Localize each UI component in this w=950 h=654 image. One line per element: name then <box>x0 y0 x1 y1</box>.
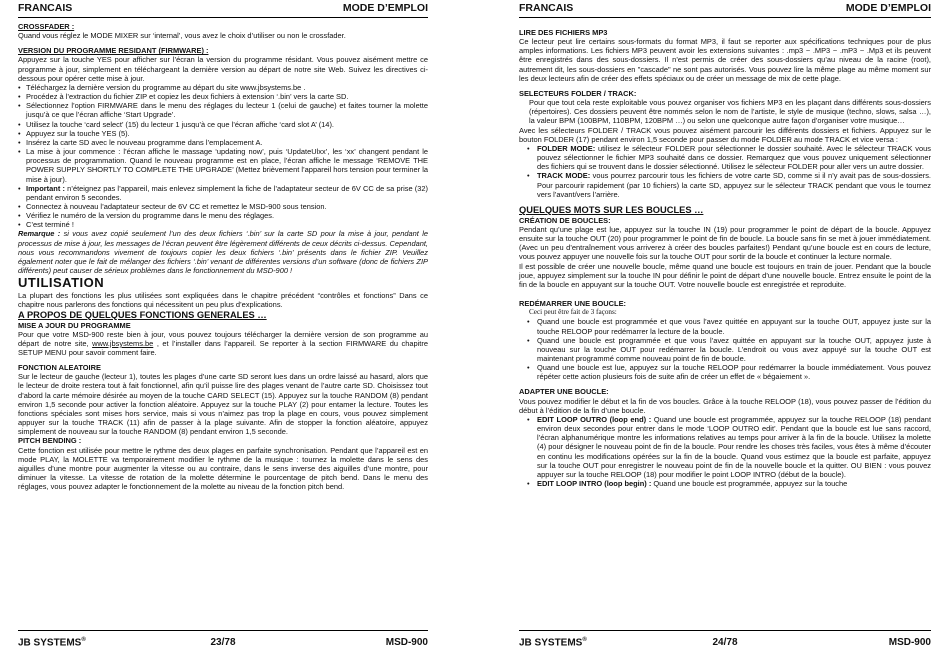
list-item: • Quand une boucle est lue, appuyez sur la touche RELOOP pour redémarrer la boucle immédiatement. Vous pouvez répéter cette action plusieurs fois de suite afin de créer un effet de « bégaiement ». <box>519 363 931 381</box>
redemarrer-heading: REDÉMARRER UNE BOUCLE: <box>519 299 627 309</box>
crossfader-text: Quand vous réglez le MODE MIXER sur ‘internal’, vous avez le choix d’utiliser ou non le crossfader. <box>18 31 346 41</box>
firmware-heading: VERSION DU PROGRAMME RESIDANT (FIRMWARE) : <box>18 46 209 56</box>
list-item: • Vérifiez le numéro de la version du programme dans le menu des réglages. <box>18 211 428 220</box>
list-item: • Quand une boucle est programmée et que vous l’avez quittée en appuyant sur la touche OUT, appuyez juste sur la touche RELOOP pour redémarrer la lecture de la boucle. <box>519 317 931 335</box>
redemarrer-list <box>519 317 931 381</box>
header-rule <box>18 17 428 18</box>
apropos-heading: A PROPOS DE QUELQUES FONCTIONS GENERALES … <box>18 309 267 320</box>
track-mode-label: TRACK MODE: <box>537 171 591 181</box>
header-language: FRANCAIS <box>519 2 574 14</box>
important-item <box>18 184 428 202</box>
miseajour-text-b: , et l’installer dans l’appareil. Se reporter à la section FIRMWARE du chapitre SETUP MENU pour savoir comment faire. <box>18 338 428 357</box>
creation-text-1: Pendant qu’une plage est lue, appuyez sur la touche IN (19) pour programmer le point de départ de la boucle. Appuyez ensuite sur la touche OUT (20) pour programmer le point de fin de boucle. La boucle sans fin se met à jouer immédiatement. (Avec un peu d’entraînement vous arriverez à créer des boucles parfaites!) Pendant qu’une boucle est en cours de lecture, vous pouvez appuyer une nouvelle fois sur la touche OUT pour sortir de la boucle et continuer la lecture normale. <box>519 224 931 262</box>
folder-mode-item <box>519 144 931 171</box>
creation-heading: CRÉATION DE BOUCLES: <box>519 215 611 225</box>
page-body <box>18 22 428 491</box>
boucles-heading: QUELQUES MOTS SUR LES BOUCLES … <box>519 204 704 215</box>
aleatoire-text: Sur le lecteur de gauche (lecteur 1), toutes les plages d’une carte SD seront lues dans un ordre laissé au hasard, alors que le lecteur de droite restera tout à fait fonctionnel, afin qu’il puisse lire des plages venant de l’autre carte SD. Choisissez tout d’abord la carte mémoire désirée au moyen de la touche CARD SELECT (15). Appuyez sur la touche RANDOM (8) pendant environ 1,5 seconde pour activer la fonction aléatoire. Appuyez sur la touche PLAY (2) pour entamer la lecture. Toutes les fonctions spéciales sont mises hors service, mais si vous n’aimez pas trop la plage en cours, vous pouvez simplement appuyer sur la touche TRACK (11) afin de passer à la plage suivante. Afin de stopper la fonction aléatoire, appuyez simplement de nouveau sur la touche RANDOM (8) pendant environ 1,5 seconde. <box>18 372 428 437</box>
folder-mode-label: FOLDER MODE: <box>537 143 596 153</box>
registered-mark: ® <box>81 637 86 643</box>
footer-rule <box>519 630 931 631</box>
footer-brand <box>519 637 587 648</box>
list-item: • Connectez à nouveau l’adaptateur secteur de 6V CC et remettez le MSD-900 sous tension. <box>18 202 428 211</box>
list-item: • Utilisez la touche ‘card select’ (15) du lecteur 1 jusqu’à ce que l’écran affiche ‘card slot A’ (14). <box>18 120 428 129</box>
mode-list <box>519 144 931 199</box>
list-item: • La mise à jour commence : l’écran affiche le massage ‘updating now’, puis ‘UpdateUlxx’, les ‘xx’ changent pendant le processus de programmation. Quand le nouveau programme est en place, l’écran affiche le message ‘REMOVE THE POWER SUPPLY SHORTLY TO COMPLETE THE UPGRADE’ (Mettez brièvement l’appareil hors tension pour terminer la mise à jour). <box>18 147 428 184</box>
edit-loop-intro-text: Quand une boucle est programmée, appuyez sur la touche <box>651 479 848 489</box>
pitch-heading: PITCH BENDING : <box>18 436 82 446</box>
footer-brand <box>18 637 86 648</box>
header-rule <box>519 17 931 18</box>
footer-model: MSD-900 <box>385 637 428 648</box>
remarque-label: Remarque : <box>18 229 61 239</box>
edit-loop-outro-item <box>519 415 931 479</box>
registered-mark: ® <box>582 637 587 643</box>
mp3-text: Ce lecteur peut lire certains sous-formats du format MP3, il faut se reporter aux spécifications techniques pour de plus amples informations. Les fichiers MP3 peuvent avoir les extensions suivantes : .mp3 ~ .MP3 ~ .mP3 ~ .Mp3 et ils peuvent être enregistrés dans des sous-dossiers. Il n’est permis de créer des sous-dossiers qu’au niveau de la racine (root), autrement dit, les sous-dossiers en "cascade" ne sont pas autorisés. Vous pouvez lire la même plage au même moment sur les deux lecteurs afin de créer des effets spéciaux ou de créer un message de mix de cette plage. <box>519 37 931 83</box>
important-text: n’éteignez pas l’appareil, mais enlevez simplement la fiche de l’adaptateur secteur de 6V CC de sa prise (32) pendant environ 5 secondes. <box>26 183 428 202</box>
page-body <box>519 22 931 488</box>
miseajour-text <box>18 330 428 357</box>
redemarrer-intro: Ceci peut être fait de 3 façons: <box>529 308 617 317</box>
list-item: • Insérez la carte SD avec le nouveau programme dans l’emplacement A. <box>18 138 428 147</box>
miseajour-heading: MISE A JOUR DU PROGRAMME <box>18 320 131 330</box>
header-manual-title: MODE D’EMPLOI <box>845 2 931 14</box>
pitch-text: Cette fonction est utilisée pour mettre le rythme des deux plages en parfaite synchronisation. Pendant que l’appareil est en mode PLAY, la MOLETTE va temporairement modifier le rythme de la musique : tournez la molette dans le sens des aiguilles d’une montre pour augmenter la vitesse ou au contraire, dans le sens inverse des aiguilles d’une montre, pour diminuer la vitesse. La vitesse de rotation de la molette détermine le pourcentage de pitch bend. Dans le menu des réglages, vous pouvez adapter le fonctionnement de la molette au niveau de la fonction pitch bend. <box>18 445 428 492</box>
edit-loop-list <box>519 415 931 488</box>
adapter-heading: ADAPTER UNE BOUCLE: <box>519 387 609 397</box>
footer-brand-text: JB SYSTEMS <box>18 637 82 649</box>
important-label: Important : <box>26 183 65 193</box>
footer-page-number: 23/78 <box>210 637 236 648</box>
miseajour-text-a: Pour que votre MSD-900 reste bien à jour, vous pouvez toujours télécharger la dernière version de son programme au départ de notre site, <box>18 329 428 348</box>
mp3-heading: LIRE DES FICHIERS MP3 <box>519 28 608 37</box>
list-item: • Quand une boucle est programmée et que vous l’avez quittée en appuyant sur la touche OUT, appuyez juste à nouveau sur la touche OUT pour redémarrer la boucle. L’endroit ou vous avez appuyé sur la touche OUT est maintenant programmé comme nouveau point de fin de boucle. <box>519 336 931 363</box>
footer-page-number: 24/78 <box>712 637 738 648</box>
left-page <box>18 0 428 654</box>
selecteurs-heading: SELECTEURS FOLDER / TRACK: <box>519 88 637 98</box>
utilisation-text: La plupart des fonctions les plus utilisées sont expliquées dans le chapitre précédent “contrôles et fonctions” Dans ce chapitre nous parlerons des fonctions qui nécessitent un peu plus d’explications. <box>18 291 428 310</box>
aleatoire-heading: FONCTION ALEATOIRE <box>18 363 101 373</box>
header-manual-title: MODE D’EMPLOI <box>342 2 428 14</box>
footer-brand-text: JB SYSTEMS <box>519 637 583 649</box>
website-link[interactable]: www.jbsystems.be <box>92 338 154 348</box>
selecteurs-text: Avec les sélecteurs FOLDER / TRACK vous pouvez aisément parcourir les différents dossiers et fichiers. Appuyez sur le bouton FOLDER (17) pendant environ 1,5 seconde pour passer du mode FOLDER au mode TRACK et vice versa : <box>519 125 931 144</box>
list-item: • Téléchargez la dernière version du programme au départ du site www.jbsystems.be . <box>18 83 428 92</box>
remarque-paragraph <box>18 229 428 275</box>
list-item: • Procédez à l’extraction du fichier ZIP et copiez les deux fichiers à extension ‘.bin’ vers la carte SD. <box>18 92 428 101</box>
crossfader-heading: CROSSFADER : <box>18 22 75 31</box>
footer-rule <box>18 630 428 631</box>
edit-loop-intro-item <box>519 479 931 488</box>
list-item: • Sélectionnez l’option FIRMWARE dans le menu des réglages du lecteur 1 (celui de gauche) et faites tourner la molette jusqu’à ce que l’écran affiche ‘Start Upgrade’. <box>18 101 428 119</box>
edit-loop-outro-label: EDIT LOOP OUTRO (loop end) : <box>537 414 652 424</box>
right-page <box>519 0 931 654</box>
remarque-text: si vous avez copié seulement l’un des deux fichiers ‘.bin’ sur la carte SD pour la mise à jour, pendant le processus de mise à jour, les messages de l’écran peuvent être légèrement différents de ceux décrits ci-dessus. Cependant, nous vous recommandons vivement de toujours copier les deux fichiers ‘.bin’ présents dans le fichier ZIP. Veuillez également noter que le fait de mélanger des fichiers ‘.bin’ venant de différentes versions d’un software (donc de fichiers ZIP différents) peut causer de sérieux problèmes dans le fonctionnement du MSD-900 ! <box>18 229 429 276</box>
track-mode-text: vous pourrez parcourir tous les fichiers de votre carte SD, comme si il n’y avait pas de sous-dossiers. Pour parcourir rapidement (par 10 fichiers) la carte SD, appuyez sur le sélecteur TRACK pendant que vous le tournez vers l’avant/vers l’arrière. <box>537 171 931 199</box>
firmware-steps-list <box>18 83 428 230</box>
adapter-text: Vous pouvez modifier le début et la fin de vos boucles. Grâce à la touche RELOOP (18), vous pouvez passer de l’édition du début à l’édition de la fin d’une boucle. <box>519 396 931 415</box>
list-item: • C’est terminé ! <box>18 220 428 229</box>
creation-text-2: Il est possible de créer une nouvelle boucle, même quand une boucle est toujours en train de jouer. Pendant que la boucle joue, appuyez simplement sur la touche IN pour définir le point de départ d’une nouvelle boucle. Entrez ensuite le point de la fin de la boucle en appuyant sur la touche OUT. Votre nouvelle boucle est enregistrée et reproduite. <box>519 261 931 289</box>
utilisation-heading: UTILISATION <box>18 275 105 291</box>
header-language: FRANCAIS <box>18 2 73 14</box>
folder-mode-text: utilisez le sélecteur FOLDER pour sélectionner le dossier souhaité. Avec le sélecteur TRACK vous pouvez sélectionner le fichier MP3 souhaité dans ce dossier. Remarquez que vous pouvez uniquement sélectionner des fichiers qui se trouvent dans le dossier sélectionné. Utilisez le sélecteur FOLDER pour aller vers un autre dossier. <box>537 143 931 172</box>
edit-loop-intro-label: EDIT LOOP INTRO (loop begin) : <box>537 479 652 489</box>
firmware-intro: Appuyez sur la touche YES pour afficher sur l’écran la version du programme résidant. Vous pouvez aisément mettre ce programme à jour, simplement en téléchargeant la dernière version au départ de notre site Web. Suivez les directives ci-dessous pour opérer cette mise à jour. <box>18 55 428 83</box>
selecteurs-indent-text: Pour que tout cela reste exploitable vous pouvez organiser vos fichiers MP3 en les plaçant dans différents sous-dossiers (répertoires). Ces dossiers peuvent être nommés selon le nom de l’artiste, le style de musique (techno, slows, salsa …), la valeur BPM (100BPM, 110BPM, 120BPM …) ou selon une quelconque autre façon d’organiser votre musique… <box>529 98 931 126</box>
track-mode-item <box>519 171 931 198</box>
edit-loop-outro-text: Quand une boucle est programmée, appuyez sur la touche RELOOP (18) pendant environ deux secondes pour entrer dans le mode ‘LOOP OUTRO edit’. Pendant que la boucle est lue sans raccord, l’écran alphanumérique montre les informations relatives au temps pour arriver à la fin de la boucle. Utilisez la molette (4) pour désigner le nouveau point de fin de la boucle. Pour rendre les choses très faciles, vous êtes à même d’écouter en continu les modifications opérées sur la fin de la boucle. Quand vous estimez que la boucle est parfaite, appuyez sur la touche OUT pour enregistrer le nouveau point de fin de la nouvelle boucle et la quitter. OU BIEN : vous pouvez appuyer sur la touche RELOOP (18) pour modifier le point LOOP INTRO (début de la boucle). <box>537 414 932 479</box>
footer-model: MSD-900 <box>888 637 931 648</box>
list-item: • Appuyez sur la touche YES (5). <box>18 129 428 138</box>
